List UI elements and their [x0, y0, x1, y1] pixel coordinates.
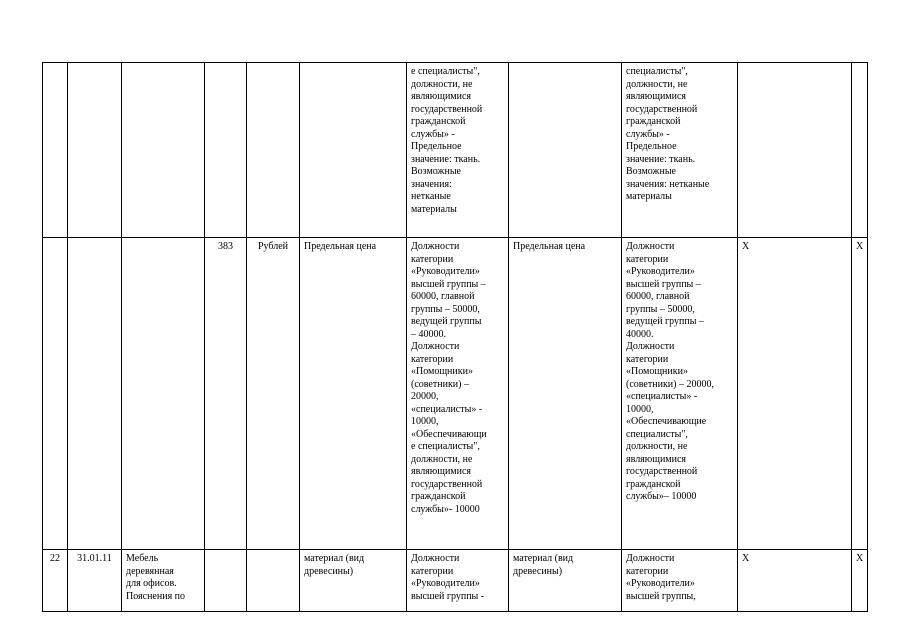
cell-name: Мебель деревянная для офисов. Пояснения по [122, 550, 205, 612]
cell-code [205, 550, 247, 612]
cell-number [43, 238, 68, 550]
cell-mark-2: X [852, 238, 868, 550]
table-row [43, 550, 868, 612]
cell-characteristic: Предельная цена [300, 238, 407, 550]
cell-characteristic-2 [509, 63, 622, 238]
cell-mark-1: X [738, 238, 852, 550]
cell-value-2: Должности категории «Руководители» высшей группы, [622, 550, 738, 612]
cell-name [122, 238, 205, 550]
cell-unit [247, 63, 300, 238]
cell-okpd [68, 63, 122, 238]
cell-characteristic: материал (вид древесины) [300, 550, 407, 612]
requirements-table [42, 62, 868, 612]
cell-mark-1: X [738, 550, 852, 612]
cell-characteristic [300, 63, 407, 238]
cell-code: 383 [205, 238, 247, 550]
cell-mark-2: X [852, 550, 868, 612]
cell-unit: Рублей [247, 238, 300, 550]
cell-unit [247, 550, 300, 612]
cell-name [122, 63, 205, 238]
cell-value-2: специалисты", должности, не являющимися государственной гражданской службы» - Предельное значение: ткань. Возможные значения: нетканые материалы [622, 63, 738, 238]
cell-okpd: 31.01.11 [68, 550, 122, 612]
cell-code [205, 63, 247, 238]
cell-value-requirements: Должности категории «Руководители» высшей группы – 60000, главной группы – 50000, ведущей группы – 40000. Должности категории «Помощники» (советники) – 20000, «специалисты» - 10000, «Обеспечивающи е специалисты", должности, не являющимися государственной гражданской службы»- 10000 [407, 238, 509, 550]
cell-value-2: Должности категории «Руководители» высшей группы – 60000, главной группы – 50000, ведущей группы – 40000. Должности категории «Помощники» (советники) – 20000, «специалисты» - 10000, «Обеспечивающие специалисты", должности, не являющимися государственной гражданской службы»– 10000 [622, 238, 738, 550]
table-row [43, 63, 868, 238]
table-row [43, 238, 868, 550]
cell-mark-2 [852, 63, 868, 238]
cell-mark-1 [738, 63, 852, 238]
cell-characteristic-2: материал (вид древесины) [509, 550, 622, 612]
cell-number [43, 63, 68, 238]
cell-value-requirements: е специалисты", должности, не являющимися государственной гражданской службы» - Предельное значение: ткань. Возможные значения: нетканые материалы [407, 63, 509, 238]
cell-okpd [68, 238, 122, 550]
cell-characteristic-2: Предельная цена [509, 238, 622, 550]
cell-number: 22 [43, 550, 68, 612]
cell-value-requirements: Должности категории «Руководители» высшей группы - [407, 550, 509, 612]
